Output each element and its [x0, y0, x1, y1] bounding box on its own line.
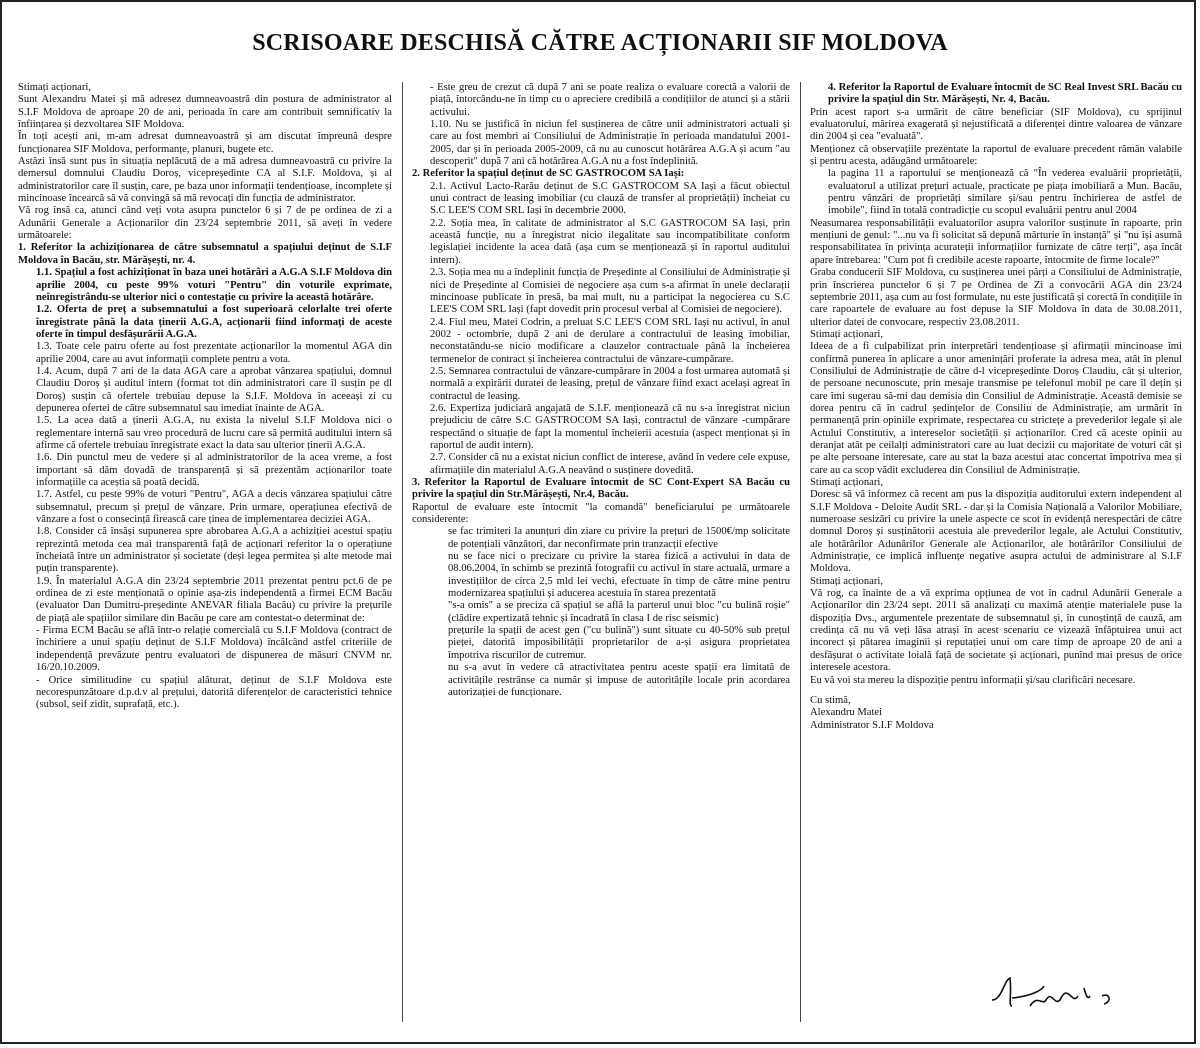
dash-item: - Firma ECM Bacău se află într-o relație comercială cu S.I.F Moldova (contract de închiriere a unui spațiu deținut de S.I.F Moldova) încălcând astfel criteriile de independență prevăzute pentru evaluatori de dispunerea de măsuri CNVM nr. 16/20.10.2009.: [36, 625, 392, 674]
bullet-item: prețurile la spații de acest gen ("cu bulină") sunt situate cu 40-50% sub prețul pieței, datorită imposibilității proprietarilor de a-și asigura proprietatea împotriva riscurilor de cutremur.: [448, 625, 790, 661]
paragraph: Vă rog, ca înainte de a vă exprima opțiunea de vot în cadrul Adunării Generale a Acționarilor din 23/24 sept. 2011 să analizați cu maximă atenție materialele puse la dispoziția Dvs., argumentele prezentate de subsemnatul și, în cunoștință de cauză, am credința că nu vă veți lăsa atrași în acest scenariu ce vizează înfăptuirea unui act incorect și pătarea imaginii și reputației unui om care timp de aproape 20 de ani a desfășurat o activitate loială față de societate și acționari, punînd mai presus de orice interesele acestora.: [810, 588, 1182, 674]
signature-image: [982, 960, 1122, 1020]
paragraph: Neasumarea responsabilității evaluatorilor asupra valorilor susținute în rapoarte, prin mențiuni de genul: "...nu va fi solicitat să depună mărturie în instanță" și "nu își asumă responsabilitatea în privința acurateții informațiilor furnizate de către terți", așa încât apare întrebarea: "Cum pot fi credibile aceste rapoarte, întocmite de firme locale?": [810, 217, 1182, 266]
signer-name: Alexandru Matei: [810, 707, 883, 719]
paragraph: Vă rog însă ca, atunci când veți vota asupra punctelor 6 și 7 de pe ordinea de zi a Adunării Generale a Acționarilor din 23/24 septembrie 2011, să aveți în vedere următoarele:: [18, 205, 392, 242]
bullet-item: "s-a omis" a se preciza că spațiul se află la parterul unui bloc "cu bulină roșie" (clădire expertizată tehnic și încadrată în clasa I de risc seismic): [448, 600, 790, 624]
bullet-item: nu se face nici o precizare cu privire la starea fizică a activului în data de 08.06.2004, în schimb se prezintă fotografii cu activul în stare actuală, urmare a investițiilor de circa 2,5 mld lei vechi, efectuate în timp de către mine pentru modernizarea spațiului și aducerea acestuia în starea prezentată: [448, 551, 790, 600]
item-1-2: 1.2. Oferta de preț a subsemnatului a fost superioară celorlalte trei oferte înregistrate până la data ținerii A.G.A, acționarii fiind informați de aceste oferte în timpul desfășurării A.G.A.: [36, 304, 392, 340]
paragraph: Menționez că observațiile prezentate la raportul de evaluare precedent rămân valabile și pentru acesta, adăugând următoarele:: [810, 143, 1182, 168]
paragraph: Prin acest raport s-a urmărit de către beneficiar (SIF Moldova), cu sprijinul evaluatorului, mărirea exagerată și nejustificată a diferenței dintre valoarea de vânzare din 2004 și cea "evaluată".: [810, 106, 1182, 143]
section-heading-3: 3. Referitor la Raportul de Evaluare întocmit de SC Cont-Expert SA Bacău cu privire la spațiul din Str.Mărășești, Nr.4, Bacău.: [412, 477, 790, 501]
bullet-item: nu s-a avut în vedere că atractivitatea pentru aceste spații era limitată de activitățile restrânse ca număr și impuse de autoritățile locale prin acordarea autorizației de funcționare.: [448, 662, 790, 698]
column-divider-2: [800, 82, 801, 1022]
section-heading-2: 2. Referitor la spațiul deținut de SC GASTROCOM SA Iași:: [412, 168, 685, 180]
paragraph: Ideea de a fi culpabilizat prin interpretări tendențioase și afirmații mincinoase îmi confirmă punerea în aplicare a unor amenințări proferate la adresa mea, atât în plenul Consiliului de Administrație de către d-l vicepreședinte Doroș Claudiu, cât și ulterior, de persoane necunoscute, prin mesaje transmise pe telefonul mobil pe care îl dețin și care îmi sugerau să-mi dau demisia din Consiliul de Administrație. Această demisie se dorea pentru că în cadrul ședințelor de Consiliu de Administrație, am urmărit în permanență prin opiniile exprimate, respectarea cu strictețe a prevederilor legale și ale Actului Constitutiv, a intereselor societății și acționarilor. Cred că aceste opinii au deranjat atât pe ceilalți administratori care au luat decizii cu majoritate de voturi cât și pe alte persoane interesate, care au stat la baza acestui atac concertat împotriva mea și care au ca scop vădit excluderea din Consiliul de Administrație.: [810, 341, 1182, 476]
paragraph: Sunt Alexandru Matei și mă adresez dumneavoastră din postura de administrator al S.I.F Moldova de aproape 20 de ani, perioada în care am contribuit semnificativ la înființarea și dezvoltarea SIF Moldova.: [18, 94, 392, 131]
item-2-3: 2.3. Soția mea nu a îndeplinit funcția de Președinte al Consiliului de Administrație și nici de Președinte al Comisiei de negociere așa cum s-a afirmat în unele declarații mincinoase publicate în presă, ba mai mult, nu a participat la negocierea cu S.C LEE'S COM SRL Iași (fapt dovedit prin procesul verbal al Comisiei de negociere).: [430, 267, 790, 316]
greeting: Stimați acționari,: [810, 477, 883, 488]
item-1-3: 1.3. Toate cele patru oferte au fost prezentate acționarilor la momentul AGA din aprilie 2004, care au avut informații complete pentru a vota.: [36, 341, 392, 365]
page-title: SCRISOARE DESCHISĂ CĂTRE ACȚIONARII SIF MOLDOVA: [252, 30, 948, 56]
dash-item: - Este greu de crezut că după 7 ani se poate realiza o evaluare corectă a valorii de piață, întorcându-ne în timp cu o apreciere credibilă a condițiilor de atunci și a stării activului.: [430, 82, 790, 118]
column-3: [810, 82, 1182, 732]
greeting: Stimați acționari,: [810, 328, 883, 340]
paragraph: În toți acești ani, m-am adresat dumneavoastră și am discutat împreună despre funcționarea SIF Moldova, performanțe, planuri, bugete etc.: [18, 131, 392, 155]
dash-item: - Orice similitudine cu spațiul alăturat, deținut de S.I.F Moldova este necorespunzătoare d.p.d.v al prețului, datorită diferențelor de caracteristici tehnice (subsol, seif zidit, suprafață, etc.).: [36, 674, 392, 711]
paragraph: Raportul de evaluare este întocmit "la comandă" beneficiarului pe următoarele considerente:: [412, 501, 790, 526]
item-2-5: 2.5. Semnarea contractului de vânzare-cumpărare în 2004 a fost urmarea automată și normală a expirării duratei de leasing, prețul de vânzare fiind exact același agreat în contractul de leasing.: [430, 365, 790, 402]
item-1-9: 1.9. În materialul A.G.A din 23/24 septembrie 2011 prezentat pentru pct.6 de pe ordinea de zi este menționată o opinie așa-zis independentă a firmei ECM Bacău (evaluator Dan Dumitru-președinte ANEVAR filiala Bacău) cu privire la prețurile de piață ale spațiilor similare din Bacău pe care am contestat-o determinat de:: [36, 575, 392, 624]
column-divider-1: [402, 82, 403, 1022]
item-1-4: 1.4. Acum, după 7 ani de la data AGA care a aprobat vânzarea spațiului, domnul Claudiu Doroș și auditul intern (format tot din administratori care îl susțin pe dl Doroș) susțin că ofertele trebuiau depuse la S.I.F. Moldova în aceeași zi cu depunerea ofertei de către subsemnatul sau imediat înainte de AGA.: [36, 365, 392, 414]
item-1-5: 1.5. La acea dată a ținerii A.G.A, nu exista la nivelul S.I.F Moldova nici o reglementare internă sau vreo procedură de lucru care să permită auditului intern să afirme că ofertele trebuiau înregistrate exact la data sau ulterior ținerii A.G.A.: [36, 415, 392, 451]
paragraph: Astăzi însă sunt pus în situația neplăcută de a mă adresa dumneavoastră cu privire la demersul domnului Claudiu Doroș, vicepreședinte CA al S.I.F. Moldova, și al administratorilor care îl susțin, care, pe baza unor informații tendențioase, incomplete și mincinoase încearcă să vă convingă să mă revocați din funcția de administrator.: [18, 156, 392, 205]
signer-title: Administrator S.I.F Moldova: [810, 719, 934, 731]
greeting: Stimați acționari,: [810, 575, 883, 587]
section-heading-4: 4. Referitor la Raportul de Evaluare întocmit de SC Real Invest SRL Bacău cu privire la spațiul din Str. Mărășești, Nr. 4, Bacău.: [828, 82, 1182, 106]
item-1-10: 1.10. Nu se justifică în niciun fel susținerea de către unii administratori actuali și care au fost membri ai Consiliului de Administrație în perioada mandatului 2001-2005, dar și în perioada 2005-2009, că nu au cunoscut hotărârea A.G.A și acum "au descoperit" după 7 ani că hotărârea A.G.A nu a fost îndeplinită.: [430, 119, 790, 168]
paragraph: Doresc să vă informez că recent am pus la dispoziția auditorului extern independent al S.I.F Moldova - Deloite Audit SRL - dar și la Comisia Națională a Valorilor Mobiliare, numeroase sesizări cu privire la unele aspecte ce scot în evidență nerespectări de către domnul Doroș și susținătorii acestuia ale prevederilor legale, ale Actului Constitutiv, ale hotărârilor Adunărilor Generale ale Acționarilor, ale hotărârilor Consiliului de Administrație, ce implică influențe negative asupra actului de administrare al S.I.F Moldova.: [810, 489, 1182, 575]
closing: Cu stimă,: [810, 694, 851, 706]
item-2-1: 2.1. Activul Lacto-Rarău deținut de S.C GASTROCOM SA Iași a făcut obiectul unui contract de leasing imobiliar (cu clauză de transfer al proprietății) încheiat cu S.C LEE'S COM SRL Iași în decembrie 2000.: [430, 180, 790, 217]
greeting: Stimați acționari,: [18, 82, 91, 93]
column-1: [18, 82, 392, 712]
section-heading-1: 1. Referitor la achiziționarea de către subsemnatul a spațiului deținut de S.I.F Moldova în Bacău, str. Mărășești, nr. 4.: [18, 242, 392, 266]
bullet-item: se fac trimiteri la anunțuri din ziare cu privire la prețuri de 1500€/mp solicitate de potențiali vânzători, dar neconfirmate prin tranzacții efective: [448, 526, 790, 550]
item-2-4: 2.4. Fiul meu, Matei Codrin, a preluat S.C LEE'S COM SRL Iași nu activul, în anul 2002 - octombrie, după 2 ani de derulare a contractului de leasing imobiliar, neconstatându-se nicio modificare a clauzelor contractuale până la încheierea termenelor de contract și încheierea contractului de vânzare-cumpărare.: [430, 316, 790, 365]
item-1-7: 1.7. Astfel, cu peste 99% de voturi "Pentru", AGA a decis vânzarea spațiului către subsemnatul, precum și prețul de vânzare. Prin urmare, operațiunea efectivă de vânzare a fost o consecință firească care ținea de implementarea deciziei AGA.: [36, 489, 392, 526]
item-1-1: 1.1. Spațiul a fost achiziționat în baza unei hotărâri a A.G.A S.I.F Moldova din aprilie 2004, cu peste 99% voturi "Pentru" din voturile exprimate, neînregistrându-se ulterior nici o contestație cu privire la această hotărâre.: [36, 267, 392, 303]
item-2-7: 2.7. Consider că nu a existat niciun conflict de interese, având în vedere cele expuse, afirmațiile din materialul A.G.A neavând o susținere dovedită.: [430, 452, 790, 476]
column-2: [412, 82, 790, 699]
paragraph: Eu vă voi sta mereu la dispoziție pentru informații și/sau clarificări necesare.: [810, 674, 1136, 686]
paragraph: Graba conducerii SIF Moldova, cu susținerea unei părți a Consiliului de Administrație, prin înscrierea punctelor 6 și 7 pe Ordinea de Zi a convocării AGA din 23/24 septembrie 2011, așa cum au fost formulate, nu este justificată și corectă în condițiile în care rapoartele de evaluare au fost depuse la SIF Moldova în data de 30.08.2011, ulterior datei de convocare, respectiv 23.08.2011.: [810, 267, 1182, 328]
item-2-6: 2.6. Expertiza judiciară angajată de S.I.F. menționează că nu s-a înregistrat niciun prejudiciu de către S.C GASTROCOM SA Iași, contractul de vânzare -cumpărare respectând o situație de fapt la momentul încheierii acestuia (aspect menționat și în raportul de audit intern).: [430, 402, 790, 451]
item-1-6: 1.6. Din punctul meu de vedere și al administratorilor de la acea vreme, a fost important să dăm dovadă de transparență și să prezentăm acționarilor toate informațiile ca aceștia să poată decidă.: [36, 452, 392, 488]
item-2-2: 2.2. Soția mea, în calitate de administrator al S.C GASTROCOM SA Iași, prin această funcție, nu a înregistrat nicio ilegalitate sau incompatibilitate conform legislației incidente la acea dată (așa cum se menționează și în raportul auditului intern).: [430, 217, 790, 266]
bullet-item: la pagina 11 a raportului se menționează că "În vederea evaluării proprietății, evaluatorul a utilizat prețuri actuale, practicate pe piața imobiliară a Mun. Bacău, pentru vânzări de proprietăți similare și/sau pentru închirierea de astfel de imobile", fiind în totală contradicție cu scopul evaluării pentru anul 2004: [828, 168, 1182, 217]
item-1-8: 1.8. Consider că însăși supunerea spre abrobarea A.G.A a achiziției acestui spațiu reprezintă metoda cea mai transparentă față de acționari referitor la o operațiune încheiată între un administrator și societate (deși legea permitea și alte metode mai puțin transparente).: [36, 526, 392, 575]
